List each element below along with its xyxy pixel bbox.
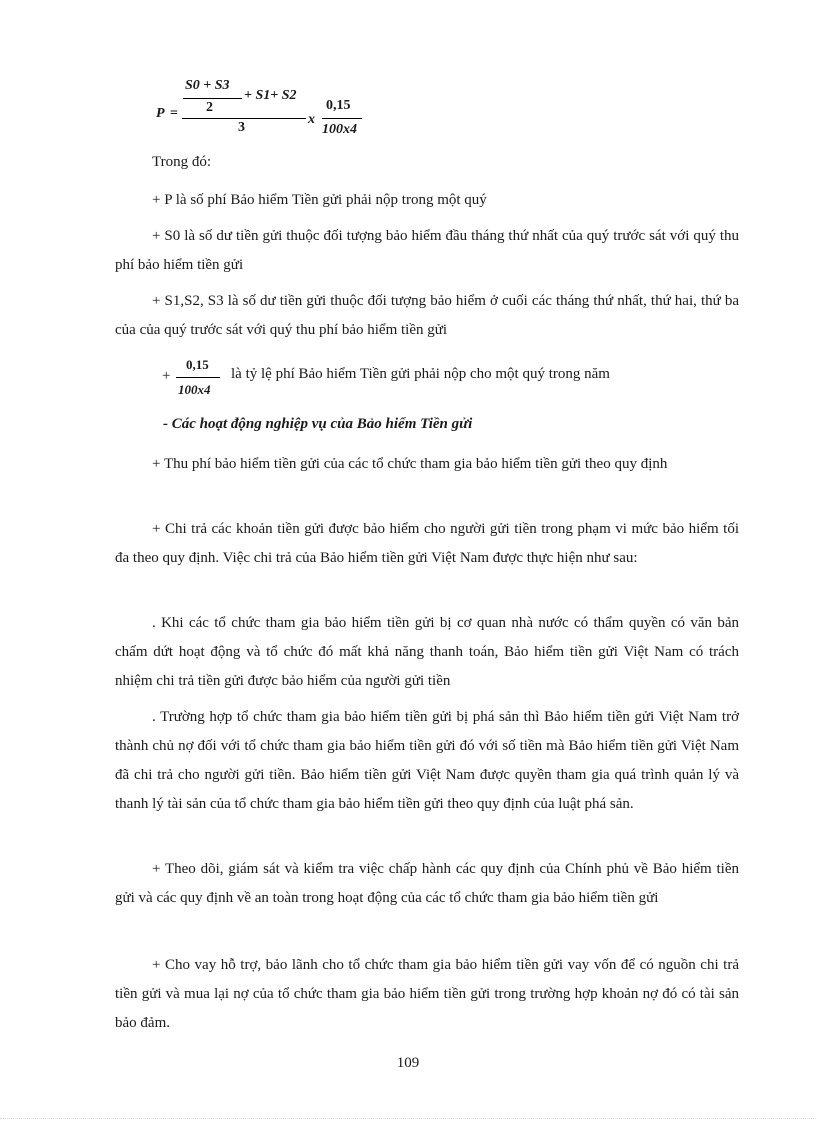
formula-equals: = [170,106,178,121]
formula [154,74,414,144]
formula-rate-fraction-line [322,118,362,119]
formula-rate-numerator: 0,15 [326,98,351,113]
formula-inner-denominator: 2 [206,100,213,115]
item-cho-vay: + Cho vay hỗ trợ, bảo lãnh cho tổ chức tham gia bảo hiểm tiền gửi vay vốn để có nguồn chi trả tiền gửi và mua lại nợ của tổ chức tham gia bảo hiểm tiền gửi trong trường hợp khoản nợ đó có tài sản bảo đảm. [115,957,739,1031]
rate-fraction-numerator: 0,15 [186,357,209,372]
trong-do-label: Trong đó: [152,154,212,170]
item-chi-tra: + Chi trả các khoản tiền gửi được bảo hiểm cho người gửi tiền trong phạm vi mức bảo hiểm tối đa theo quy định. Việc chi trả của Bảo hiểm tiền gửi Việt Nam được thực hiện như sau: [115,521,739,566]
item-chi-tra-b: . Trường hợp tổ chức tham gia bảo hiểm tiền gửi bị phá sản thì Bảo hiểm tiền gửi Việt Nam trở thành chủ nợ đối với tổ chức tham gia bảo hiểm tiền gửi đó với số tiền mà Bảo hiểm tiền gửi Việt Nam đã chi trả cho người gửi tiền. Bảo hiểm tiền gửi Việt Nam được quyền tham gia quá trình quản lý và thanh lý tài sản của tổ chức tham gia bảo hiểm tiền gửi theo quy định của luật phá sản. [115,709,739,812]
rate-plus: + [162,368,171,384]
formula-plus-rest: + S1+ S2 [244,88,297,103]
rate-fraction-line [176,377,220,378]
formula-times: x [308,112,315,127]
formula-main-denominator: 3 [238,120,245,135]
page-bottom-border [0,1118,816,1119]
formula-rate-denominator: 100x4 [322,122,357,137]
s123-definition: + S1,S2, S3 là số dư tiền gửi thuộc đối tượng bảo hiểm ở cuối các tháng thứ nhất, thứ hai, thứ ba của của quý trước sát với quý thu phí bảo hiểm tiền gửi [115,293,739,338]
rate-definition: là tỷ lệ phí Bảo hiểm Tiền gửi phải nộp cho một quý trong năm [231,366,610,382]
item-thu-phi: + Thu phí bảo hiểm tiền gửi của các tổ chức tham gia bảo hiểm tiền gửi theo quy định [152,456,668,472]
item-giam-sat: + Theo dõi, giám sát và kiểm tra việc chấp hành các quy định của Chính phủ về Bảo hiểm tiền gửi và các quy định về an toàn trong hoạt động của các tổ chức tham gia bảo hiểm tiền gửi [115,861,739,906]
p-definition: + P là số phí Bảo hiểm Tiền gửi phải nộp trong một quý [152,192,487,208]
page-number: 109 [396,1055,420,1071]
formula-inner-numerator: S0 + S3 [185,78,230,93]
item-chi-tra-a: . Khi các tổ chức tham gia bảo hiểm tiền gửi bị cơ quan nhà nước có thẩm quyền có văn bản chấm dứt hoạt động và tổ chức đó mất khả năng thanh toán, Bảo hiểm tiền gửi Việt Nam có trách nhiệm chi trả tiền gửi được bảo hiểm của người gửi tiền [115,615,739,689]
formula-p: P [156,106,165,121]
s0-definition: + S0 là số dư tiền gửi thuộc đối tượng bảo hiểm đầu tháng thứ nhất của quý trước sát với quý thu phí bảo hiểm tiền gửi [115,228,739,273]
section-heading: - Các hoạt động nghiệp vụ của Bảo hiểm Tiền gửi [163,416,473,432]
rate-fraction-denominator: 100x4 [178,382,211,397]
formula-main-fraction-line [182,118,306,119]
formula-inner-fraction-line [183,98,242,99]
